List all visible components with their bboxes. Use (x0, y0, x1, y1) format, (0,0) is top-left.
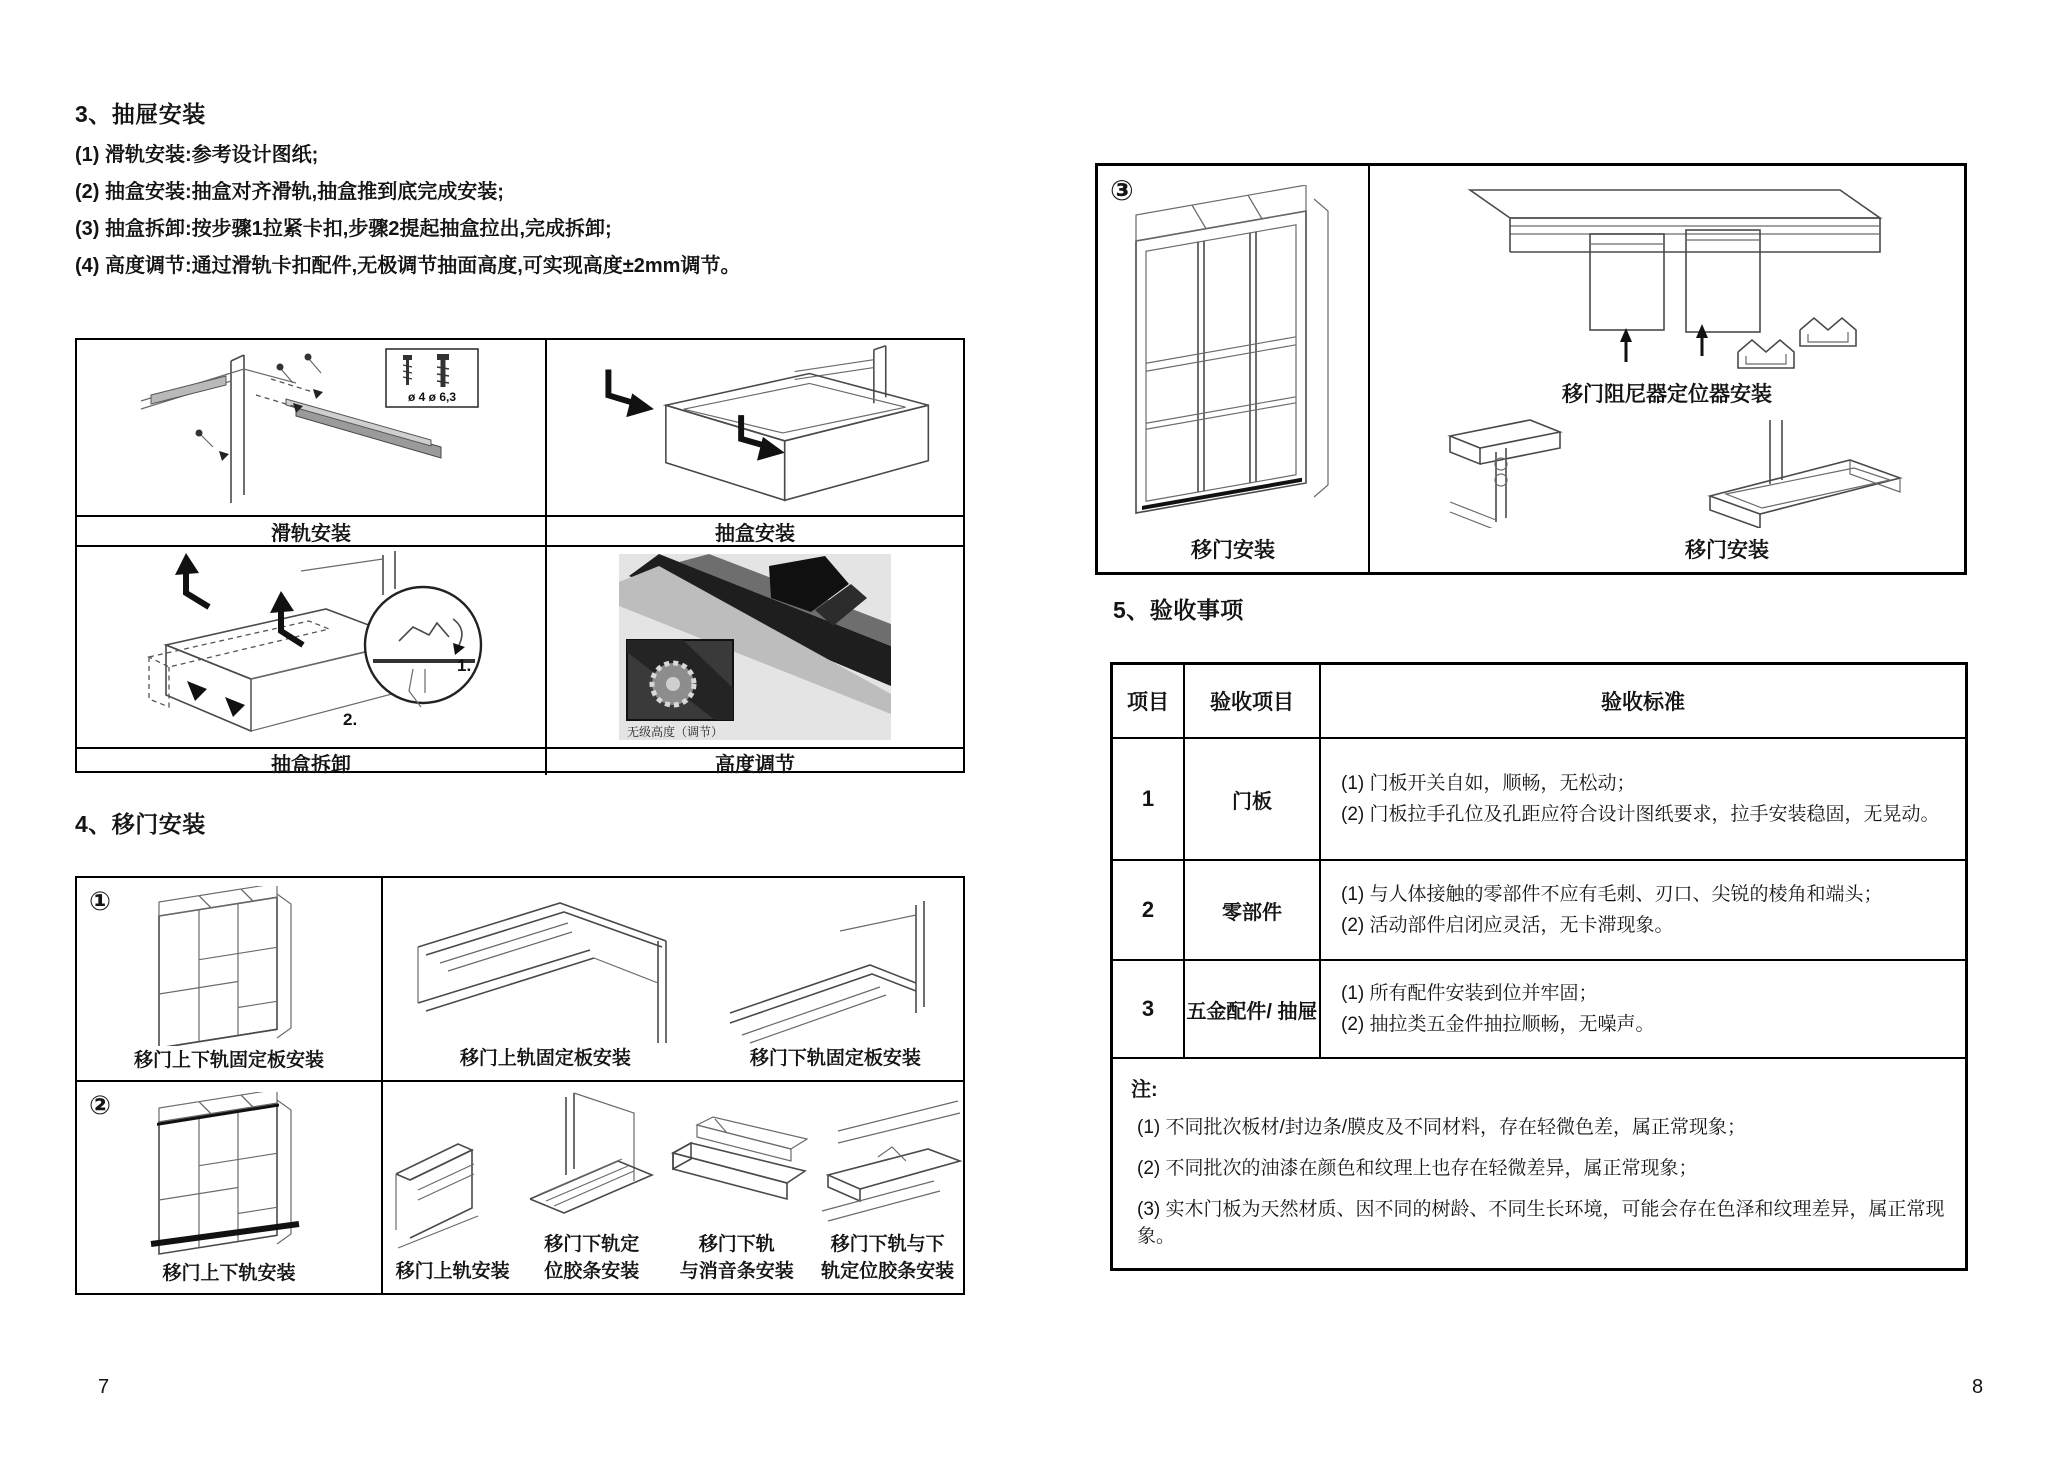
figure-caption: 高度调节 (547, 747, 963, 775)
slide-rail-diagram-cell (77, 340, 547, 515)
acceptance-row-criteria (1319, 959, 1965, 1057)
silencer-strip-diagram (657, 1091, 817, 1231)
figure-caption: 抽盒安装 (547, 515, 963, 545)
figure-caption: 移门上轨固定板安装 (459, 1048, 631, 1069)
figure-caption: 移门上轨安装 (395, 1261, 510, 1282)
damper-positioner-diagram (1440, 174, 1910, 374)
slide-rail-diagram (81, 343, 541, 513)
section5-title: 5、验收事项 (1113, 597, 1244, 623)
acceptance-row-criteria (1319, 737, 1965, 859)
stepless-height-label: 无级高度（调节） (627, 725, 724, 739)
figure-caption: 滑轨安装 (77, 515, 547, 545)
notes-title: 注: (1131, 1079, 1158, 1101)
upper-track-plate-diagram (400, 895, 690, 1045)
acceptance-row-criteria (1319, 859, 1965, 959)
sliding-door-figure-table (75, 876, 965, 1295)
criteria-line: (1) 与人体接触的零部件不应有毛刺、刃口、尖锐的棱角和端头； (1341, 884, 1883, 905)
silencer-strip-figure (661, 1082, 812, 1293)
section3-step-3: (3) 抽盒拆卸:按步骤1拉紧卡扣,步骤2提起抽盒拉出,完成拆卸; (75, 218, 612, 240)
figure-caption: 移门下轨固定板安装 (749, 1048, 921, 1069)
criteria-line: (1) 所有配件安装到位并牢固； (1341, 983, 1598, 1004)
door-profile-diagrams (1410, 418, 1930, 528)
criteria-line: (2) 抽拉类五金件抽拉顺畅，无噪声。 (1341, 1014, 1655, 1035)
door-install-caption: 移门安装 (1685, 539, 1769, 562)
section4-title: 4、移门安装 (75, 811, 206, 837)
wardrobe-track-diagram (129, 1092, 329, 1260)
acceptance-table (1110, 662, 1968, 1271)
damper-and-door-cell (1370, 166, 1964, 572)
section3-step-1: (1) 滑轨安装:参考设计图纸; (75, 144, 319, 166)
lower-track-plate-diagram (720, 895, 950, 1045)
figure-caption-line: 轨定位胶条安装 (821, 1261, 955, 1282)
upper-track-install-diagram (388, 1138, 518, 1258)
lower-track-rubber-figure (522, 1082, 661, 1293)
figure-caption-line: 位胶条安装 (544, 1261, 640, 1282)
drawer-install-figure-table (75, 338, 965, 773)
section3-step-4: (4) 高度调节:通过滑轨卡扣配件,无极调节抽面高度,可实现高度±2mm调节。 (75, 255, 741, 277)
wardrobe-3door-cell (1098, 166, 1370, 572)
criteria-line: (1) 门板开关自如，顺畅，无松动； (1341, 773, 1636, 794)
track-install-diagrams-cell (383, 1080, 963, 1293)
criteria-line: (2) 活动部件启闭应灵活，无卡滞现象。 (1341, 915, 1674, 936)
section3-title: 3、抽屉安装 (75, 101, 206, 127)
page-number-right: 8 (1972, 1376, 1984, 1398)
drawer-box-diagram-cell (547, 340, 963, 515)
section3-step-2: (2) 抽盒安装:抽盒对齐滑轨,抽盒推到底完成安装; (75, 181, 504, 203)
note-line: (1) 不同批次板材/封边条/膜皮及不同材料，存在轻微色差，属正常现象； (1137, 1117, 1747, 1138)
note-line: (3) 实木门板为天然材质、因不同的树龄、不同生长环境，可能会存在色泽和纹理差异，属正常现象。 (1137, 1199, 1945, 1247)
height-adjust-photo-cell (547, 545, 963, 747)
lower-track-strip-figure (812, 1082, 963, 1293)
upper-track-plate-figure (383, 878, 708, 1080)
acceptance-row-item: 零部件 (1183, 859, 1319, 959)
drawer-removal-diagram (91, 549, 531, 745)
screw-size-label: ø 4 ø 6,3 (407, 389, 457, 404)
figure-caption: 抽盒拆卸 (77, 747, 547, 775)
note-line: (2) 不同批次的油漆在颜色和纹理上也存在轻微差异，属正常现象； (1137, 1158, 1698, 1179)
figure-caption-line: 移门下轨 (698, 1234, 775, 1255)
figure-caption: 移门上下轨安装 (162, 1263, 296, 1284)
figure-caption-line: 移门下轨与下 (830, 1234, 945, 1255)
acceptance-row-no: 1 (1113, 737, 1183, 859)
acceptance-notes (1113, 1057, 1965, 1268)
height-adjust-photo (619, 554, 891, 740)
removal-step2-label: 2. (343, 710, 358, 729)
acceptance-row-item: 五金配件/ 抽屉 (1183, 959, 1319, 1057)
acceptance-row-no: 2 (1113, 859, 1183, 959)
step3-badge: ③ (1110, 175, 1134, 206)
upper-track-install-figure (383, 1082, 522, 1293)
figure-caption: 移门上下轨固定板安装 (133, 1050, 324, 1071)
sliding-door-overview-table (1095, 163, 1967, 575)
step2-badge: ② (89, 1090, 112, 1120)
figure-caption-line: 移门下轨定 (544, 1234, 640, 1255)
figure-caption: 移门安装 (1191, 539, 1275, 562)
acceptance-header-item: 验收项目 (1183, 665, 1319, 737)
three-door-wardrobe-diagram (1118, 185, 1348, 525)
step1-badge: ① (89, 886, 112, 916)
acceptance-header-no: 项目 (1127, 691, 1169, 714)
lower-track-plate-figure (708, 878, 963, 1080)
criteria-line: (2) 门板拉手孔位及孔距应符合设计图纸要求，拉手安装稳固，无晃动。 (1341, 804, 1940, 825)
figure-caption-line: 与消音条安装 (679, 1261, 794, 1282)
damper-caption: 移门阻尼器定位器安装 (1562, 383, 1772, 406)
track-wardrobe-cell (77, 1080, 383, 1293)
track-plate-diagrams-cell (383, 878, 963, 1080)
lower-track-strip-diagram (808, 1091, 963, 1231)
page-number-left: 7 (98, 1376, 110, 1398)
acceptance-row-item: 门板 (1183, 737, 1319, 859)
wardrobe-frame-diagram (129, 886, 329, 1046)
drawer-removal-diagram-cell (77, 545, 547, 747)
removal-step1-label: 1. (457, 656, 472, 675)
lower-track-rubber-diagram (522, 1091, 662, 1231)
acceptance-row-no: 3 (1113, 959, 1183, 1057)
acceptance-header-criteria: 验收标准 (1319, 665, 1965, 737)
track-plate-wardrobe-cell (77, 878, 383, 1080)
drawer-box-diagram (547, 343, 963, 513)
